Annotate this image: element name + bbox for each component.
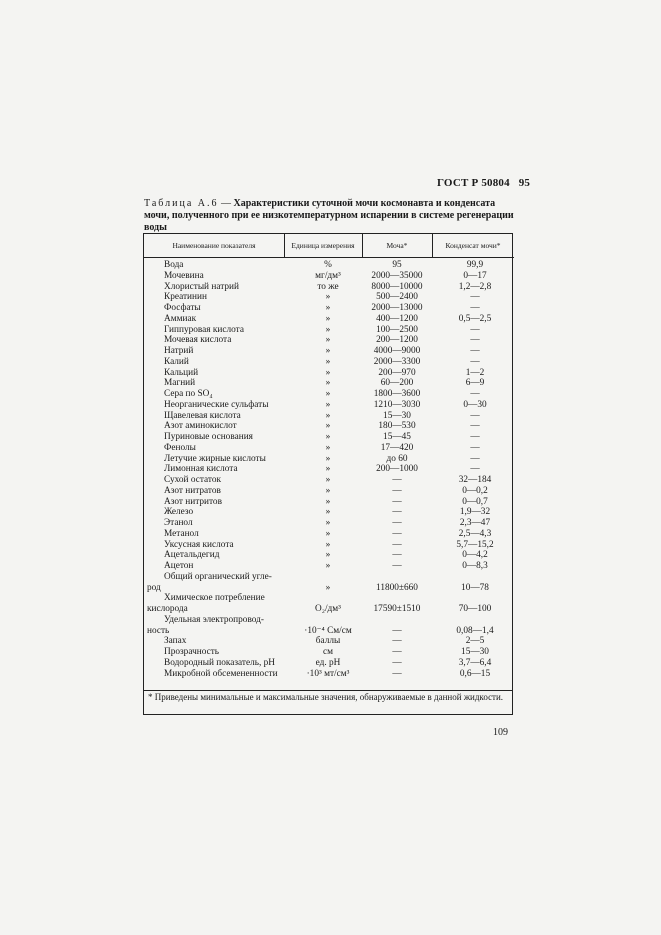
parameter-name: Пуриновые основания (164, 432, 253, 442)
table-row (144, 260, 514, 271)
urine-value: 1210—3030 (373, 399, 421, 410)
table-row (144, 593, 514, 615)
header-page-number: 95 (518, 177, 531, 189)
condensate-value: — (470, 453, 480, 464)
urine-value: до 60 (386, 453, 408, 464)
urine-value: 15—45 (383, 432, 411, 442)
urine-value: 95 (392, 260, 402, 270)
table-row (144, 615, 514, 637)
table-row (144, 335, 514, 346)
condensate-value: — (470, 421, 480, 432)
parameter-name: Уксусная кислота (164, 539, 234, 550)
table-row (144, 346, 514, 357)
unit-cell: » (325, 356, 331, 367)
table-row (144, 271, 514, 282)
urine-value: 1800—3600 (373, 389, 421, 399)
urine-value: 8000—10000 (371, 281, 423, 292)
condensate-value: 99,9 (466, 260, 484, 270)
condensate-value: 1,2—2,8 (458, 281, 492, 292)
header-unit: Единица измерения (284, 234, 362, 258)
urine-value: 200—970 (378, 367, 416, 378)
condensate-value: — (470, 464, 480, 475)
urine-value: — (392, 647, 402, 657)
table-caption (144, 198, 514, 234)
urine-value: 200—1000 (376, 464, 418, 475)
urine-value: — (392, 485, 402, 496)
table-body (144, 260, 514, 679)
condensate-value: 3,7—6,4 (458, 657, 492, 668)
parameter-name: Мочевина (164, 270, 204, 281)
unit-cell: » (325, 399, 331, 410)
urine-value: 180—530 (378, 421, 416, 432)
unit-cell: » (325, 485, 331, 496)
parameter-name: Неорганические сульфаты (164, 399, 269, 410)
table-row (144, 443, 514, 454)
unit-cell: » (325, 324, 331, 335)
condensate-value: — (470, 389, 480, 399)
parameter-name: Азот нитратов (164, 485, 221, 496)
unit-cell: » (325, 303, 331, 313)
urine-value: 17—420 (380, 442, 414, 453)
condensate-value: 0,08—1,4 (456, 625, 494, 636)
parameter-name: Химическое потребление (164, 593, 265, 604)
table-label: Таблица А.6 (144, 198, 219, 209)
condensate-value: — (470, 410, 480, 421)
table-row (144, 378, 514, 389)
table-row (144, 658, 514, 669)
parameter-name: Вода (164, 260, 184, 270)
header-parameter: Наименование показателя (144, 234, 284, 258)
parameter-name: Сера по SO₄ (164, 389, 213, 399)
header-urine: Моча* (362, 234, 432, 258)
unit-cell: » (325, 539, 331, 550)
urine-value: 2000—35000 (371, 270, 423, 281)
condensate-value: — (470, 335, 480, 346)
parameter-name: Этанол (164, 518, 193, 528)
unit-cell: ·10⁻⁴ См/см (304, 625, 352, 636)
urine-value: — (392, 475, 402, 485)
parameter-name: Щавелевая кислота (164, 410, 241, 421)
table-row (144, 518, 514, 529)
condensate-value: 0—4,2 (462, 550, 488, 561)
parameter-name-continued: род (147, 582, 161, 593)
condensate-value: 0—0,7 (462, 496, 488, 507)
urine-value: 15—30 (383, 410, 411, 421)
unit-cell: » (325, 378, 331, 389)
unit-cell: мг/дм³ (315, 270, 341, 281)
condensate-value: 0—17 (463, 270, 487, 281)
condensate-value: 0—0,2 (462, 485, 488, 496)
table-row (144, 411, 514, 422)
urine-value: — (392, 550, 402, 561)
unit-cell: » (325, 389, 331, 399)
page-number: 109 (493, 727, 508, 738)
condensate-value: — (470, 303, 480, 313)
footnote-text: * Приведены минимальные и максимальные значения, обнаруживаемые в данной жидкости. (148, 692, 504, 702)
parameter-name: Креатинин (164, 292, 207, 303)
unit-cell: » (325, 432, 331, 442)
table-row (144, 669, 514, 680)
parameter-name: Общий органический угле- (164, 571, 272, 582)
urine-value: 2000—3300 (373, 356, 421, 367)
table-row (144, 636, 514, 647)
table-row (144, 572, 514, 594)
parameter-name: Удельная электропровод- (164, 614, 264, 625)
parameter-name: Прозрачность (164, 647, 220, 657)
condensate-value: — (470, 356, 480, 367)
unit-cell: » (325, 582, 331, 593)
condensate-value: 0—8,3 (462, 561, 488, 571)
condensate-value: 0,6—15 (459, 668, 491, 679)
urine-value: 500—2400 (376, 292, 418, 303)
parameter-name: Гиппуровая кислота (164, 324, 244, 335)
parameter-name-continued: кислорода (147, 604, 188, 614)
parameter-name: Магний (164, 378, 196, 389)
urine-value: — (392, 668, 402, 679)
table-row (144, 368, 514, 379)
parameter-name: Запах (164, 636, 187, 647)
unit-cell: баллы (315, 636, 341, 647)
parameter-name: Сухой остаток (164, 475, 222, 485)
parameter-name: Натрий (164, 346, 194, 356)
urine-value: — (392, 507, 402, 518)
condensate-value: 2,5—4,3 (458, 528, 492, 539)
caption-dash: — (221, 198, 231, 209)
header-condensate: Конденсат мочи* (432, 234, 514, 258)
table-row (144, 647, 514, 658)
footnote (144, 690, 512, 712)
parameter-name: Аммиак (164, 313, 197, 324)
parameter-name: Ацетон (164, 561, 194, 571)
unit-cell: % (324, 260, 332, 270)
table-row (144, 292, 514, 303)
urine-value: — (392, 561, 402, 571)
parameter-name: Калий (164, 356, 189, 367)
urine-value: 400—1200 (376, 313, 418, 324)
parameter-name: Микробной обсемененности (164, 668, 278, 679)
parameter-name-continued: ность (147, 625, 170, 636)
table-row (144, 486, 514, 497)
condensate-value: 15—30 (461, 647, 489, 657)
parameter-name: Фосфаты (164, 303, 201, 313)
parameter-name: Летучие жирные кислоты (164, 453, 266, 464)
urine-value: 2000—13000 (371, 303, 423, 313)
table-row (144, 561, 514, 572)
condensate-value: 2—5 (465, 636, 485, 647)
table-row (144, 282, 514, 293)
table-row (144, 432, 514, 443)
urine-value: — (392, 518, 402, 528)
unit-cell: » (325, 475, 331, 485)
table-row (144, 475, 514, 486)
unit-cell: ·10³ мт/см³ (306, 668, 350, 679)
condensate-value: — (470, 432, 480, 442)
table-row (144, 550, 514, 561)
condensate-value: — (470, 292, 480, 303)
parameter-name: Водородный показатель, pH (164, 657, 276, 668)
table-row (144, 357, 514, 368)
urine-value: — (392, 528, 402, 539)
table-row (144, 454, 514, 465)
parameter-name: Лимонная кислота (164, 464, 238, 475)
urine-value: 60—200 (380, 378, 414, 389)
condensate-value: 32—184 (458, 475, 492, 485)
table-row (144, 540, 514, 551)
unit-cell: то же (317, 281, 339, 292)
table-row (144, 497, 514, 508)
condensate-value: 5,7—15,2 (456, 539, 494, 550)
urine-value: 4000—9000 (373, 346, 421, 356)
table-row (144, 507, 514, 518)
standard-number: ГОСТ Р 50804 (437, 177, 510, 189)
condensate-value: — (470, 442, 480, 453)
unit-cell: » (325, 561, 331, 571)
unit-cell: » (325, 292, 331, 303)
document-header (437, 177, 530, 189)
urine-value: — (392, 636, 402, 647)
unit-cell: » (325, 464, 331, 475)
unit-cell: » (325, 313, 331, 324)
urine-value: 17590±1510 (373, 604, 421, 614)
condensate-value: 2,3—47 (459, 518, 491, 528)
table-row (144, 389, 514, 400)
table-row (144, 421, 514, 432)
urine-value: — (392, 539, 402, 550)
unit-cell: ед. pH (315, 657, 341, 668)
condensate-value: 10—78 (461, 582, 489, 593)
unit-cell: » (325, 410, 331, 421)
condensate-value: 70—100 (458, 604, 492, 614)
urine-value: — (392, 496, 402, 507)
unit-cell: см (322, 647, 333, 657)
parameter-name: Мочевая кислота (164, 335, 232, 346)
condensate-value: — (470, 346, 480, 356)
condensate-value: 1,9—32 (459, 507, 491, 518)
parameter-name: Хлористый натрий (164, 281, 239, 292)
condensate-value: 6—9 (465, 378, 485, 389)
data-table (143, 233, 513, 715)
urine-value: — (392, 657, 402, 668)
unit-cell: » (325, 367, 331, 378)
urine-value: 200—1200 (376, 335, 418, 346)
parameter-name: Азот аминокислот (164, 421, 237, 432)
unit-cell: » (325, 518, 331, 528)
parameter-name: Метанол (164, 528, 199, 539)
table-row (144, 464, 514, 475)
table-title: Характеристики суточной мочи космонавта и конденсата мочи, полученного при ее низкотемпературном испарении в системе регенерации воды (144, 198, 514, 233)
unit-cell: » (325, 528, 331, 539)
condensate-value: — (470, 324, 480, 335)
parameter-name: Азот нитритов (164, 496, 222, 507)
table-row (144, 400, 514, 411)
unit-cell: » (325, 421, 331, 432)
unit-cell: » (325, 335, 331, 346)
parameter-name: Кальций (164, 367, 199, 378)
urine-value: — (392, 625, 402, 636)
unit-cell: » (325, 496, 331, 507)
unit-cell: » (325, 346, 331, 356)
unit-cell: » (325, 442, 331, 453)
condensate-value: 0—30 (463, 399, 487, 410)
condensate-value: 1—2 (465, 367, 485, 378)
unit-cell: » (325, 507, 331, 518)
unit-cell: O₂/дм³ (315, 604, 341, 614)
table-row (144, 325, 514, 336)
table-row (144, 314, 514, 325)
unit-cell: » (325, 453, 331, 464)
unit-cell: » (325, 550, 331, 561)
urine-value: 100—2500 (376, 324, 418, 335)
urine-value: 11800±660 (376, 582, 418, 593)
table-row (144, 303, 514, 314)
condensate-value: 0,5—2,5 (458, 313, 492, 324)
table-row (144, 529, 514, 540)
parameter-name: Железо (164, 507, 194, 518)
parameter-name: Ацетальдегид (164, 550, 220, 561)
parameter-name: Фенолы (164, 442, 196, 453)
